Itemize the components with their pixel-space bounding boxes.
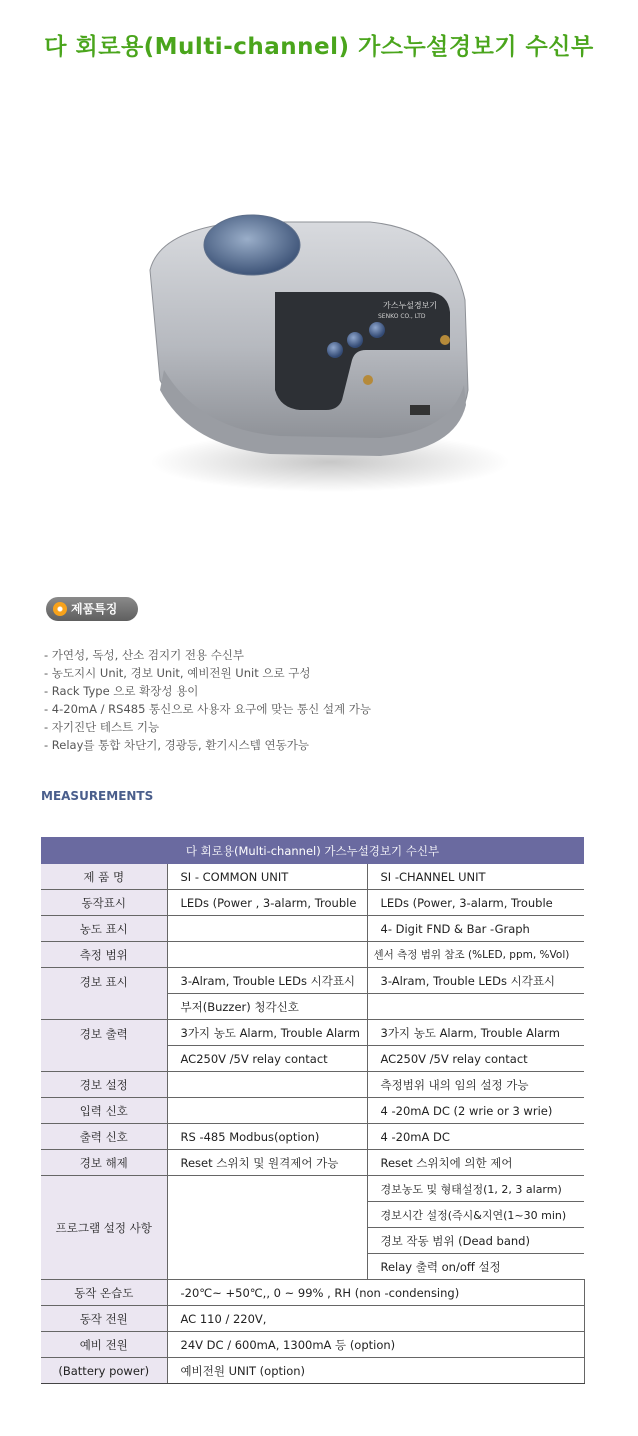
section-badge-label: 제품특징 bbox=[71, 602, 118, 616]
spec-value: 24V DC / 600mA, 1300mA 등 (option) bbox=[167, 1332, 584, 1358]
table-row bbox=[41, 890, 584, 916]
spec-common-value bbox=[167, 942, 367, 968]
table-row bbox=[41, 1020, 584, 1046]
spec-label: 동작 전원 bbox=[41, 1306, 167, 1332]
table-row bbox=[41, 1306, 584, 1332]
spec-channel-value: 센서 측정 범위 참조 (%LED, ppm, %Vol) bbox=[367, 942, 584, 968]
spec-value: AC 110 / 220V, bbox=[167, 1306, 584, 1332]
table-row bbox=[41, 1358, 584, 1384]
table-row bbox=[41, 1098, 584, 1124]
feature-item: - Rack Type 으로 확장성 용이 bbox=[44, 684, 199, 698]
spec-common-value: 3가지 농도 Alarm, Trouble Alarm bbox=[167, 1020, 367, 1046]
measurements-heading: MEASUREMENTS bbox=[41, 789, 154, 803]
table-row bbox=[41, 916, 584, 942]
spec-value: 예비전원 UNIT (option) bbox=[167, 1358, 584, 1384]
spec-channel-value: AC250V /5V relay contact bbox=[367, 1046, 584, 1072]
spec-channel-value bbox=[367, 994, 584, 1020]
spec-label: 동작표시 bbox=[41, 890, 167, 916]
spec-label: 측정 범위 bbox=[41, 942, 167, 968]
table-row bbox=[41, 1150, 584, 1176]
spec-common-value: RS -485 Modbus(option) bbox=[167, 1124, 367, 1150]
spec-channel-value: 경보농도 및 형태설정(1, 2, 3 alarm) bbox=[367, 1176, 584, 1202]
spec-channel-value: 4 -20mA DC bbox=[367, 1124, 584, 1150]
spec-common-value bbox=[167, 1098, 367, 1124]
spec-label: 예비 전원 bbox=[41, 1332, 167, 1358]
spec-label: 동작 온습도 bbox=[41, 1280, 167, 1306]
feature-list bbox=[44, 646, 371, 754]
feature-item: - Relay를 통합 차단기, 경광등, 환기시스템 연동가능 bbox=[44, 738, 309, 752]
feature-item: - 가연성, 독성, 산소 검지기 전용 수신부 bbox=[44, 648, 245, 662]
spec-common-value: AC250V /5V relay contact bbox=[167, 1046, 367, 1072]
spec-table bbox=[41, 837, 585, 1384]
spec-channel-value: 4 -20mA DC (2 wrie or 3 wrie) bbox=[367, 1098, 584, 1124]
spec-channel-value: 3가지 농도 Alarm, Trouble Alarm bbox=[367, 1020, 584, 1046]
product-brand-label: 가스누설경보기 bbox=[383, 301, 438, 310]
table-row bbox=[41, 1124, 584, 1150]
spec-channel-value: 경보 작동 범위 (Dead band) bbox=[367, 1228, 584, 1254]
spec-channel-value: 측정범위 내의 임의 설정 가능 bbox=[367, 1072, 584, 1098]
spec-channel-value: Relay 출력 on/off 설정 bbox=[367, 1254, 584, 1280]
table-row bbox=[41, 864, 584, 890]
spec-common-value bbox=[167, 916, 367, 942]
spec-label: 프로그램 설정 사항 bbox=[41, 1176, 167, 1280]
section-badge bbox=[46, 597, 138, 621]
spec-channel-value: SI -CHANNEL UNIT bbox=[367, 864, 584, 890]
feature-item: - 자기진단 테스트 기능 bbox=[44, 720, 160, 734]
feature-item: - 농도지시 Unit, 경보 Unit, 예비전원 Unit 으로 구성 bbox=[44, 666, 311, 680]
table-row bbox=[41, 1332, 584, 1358]
spec-label: 출력 신호 bbox=[41, 1124, 167, 1150]
table-row bbox=[41, 968, 584, 994]
spec-channel-value: Reset 스위치에 의한 제어 bbox=[367, 1150, 584, 1176]
spec-label: 농도 표시 bbox=[41, 916, 167, 942]
spec-label: (Battery power) bbox=[41, 1358, 167, 1384]
spec-channel-value: LEDs (Power, 3-alarm, Trouble bbox=[367, 890, 584, 916]
spec-label: 입력 신호 bbox=[41, 1098, 167, 1124]
spec-common-value: Reset 스위치 및 원격제어 가능 bbox=[167, 1150, 367, 1176]
feature-item: - 4-20mA / RS485 통신으로 사용자 요구에 맞는 통신 설계 가능 bbox=[44, 702, 371, 716]
page-title: 다 회로용(Multi-channel) 가스누설경보기 수신부 bbox=[44, 34, 594, 60]
spec-table-header: 다 회로용(Multi-channel) 가스누설경보기 수신부 bbox=[41, 837, 584, 864]
spec-label: 제 품 명 bbox=[41, 864, 167, 890]
spec-label: 경보 설정 bbox=[41, 1072, 167, 1098]
spec-common-value: 부저(Buzzer) 청각신호 bbox=[167, 994, 367, 1020]
spec-value: -20℃~ +50℃,, 0 ~ 99% , RH (non -condensing) bbox=[167, 1280, 584, 1306]
table-row bbox=[41, 1072, 584, 1098]
table-row bbox=[41, 942, 584, 968]
spec-common-value bbox=[167, 1176, 367, 1280]
table-row bbox=[41, 1176, 584, 1202]
spec-common-value: 3-Alram, Trouble LEDs 시각표시 bbox=[167, 968, 367, 994]
spec-channel-value: 4- Digit FND & Bar -Graph bbox=[367, 916, 584, 942]
product-maker-label: SENKO CO., LTD bbox=[378, 313, 426, 320]
spec-label: 경보 출력 bbox=[41, 1020, 167, 1072]
table-row bbox=[41, 1280, 584, 1306]
spec-channel-value: 경보시간 설정(즉시&지연(1~30 min) bbox=[367, 1202, 584, 1228]
spec-common-value: LEDs (Power , 3-alarm, Trouble bbox=[167, 890, 367, 916]
product-image bbox=[130, 200, 520, 500]
spec-common-value: SI - COMMON UNIT bbox=[167, 864, 367, 890]
gear-icon bbox=[53, 602, 67, 616]
spec-label: 경보 표시 bbox=[41, 968, 167, 1020]
spec-common-value bbox=[167, 1072, 367, 1098]
spec-channel-value: 3-Alram, Trouble LEDs 시각표시 bbox=[367, 968, 584, 994]
spec-label: 경보 해제 bbox=[41, 1150, 167, 1176]
